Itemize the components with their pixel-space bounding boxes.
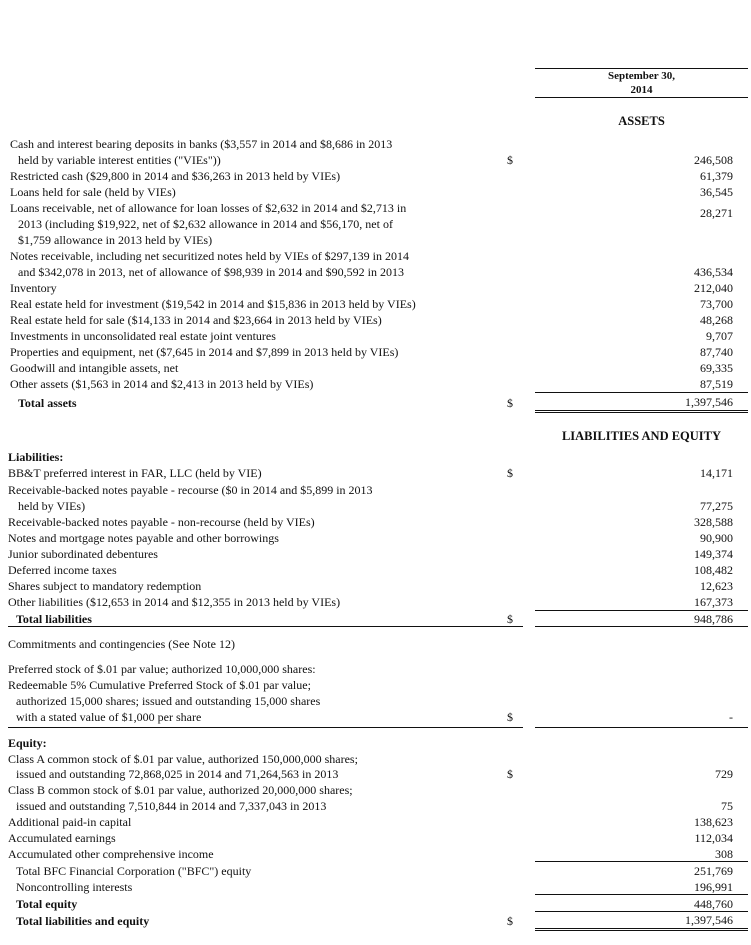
equity-label: Class B common stock of $.01 par value, authorized 20,000,000 shares; <box>8 783 353 797</box>
equity-value: 75 <box>721 799 733 813</box>
equity-label: Accumulated other comprehensive income <box>8 847 214 861</box>
total-double-rule <box>535 928 748 931</box>
asset-label: Restricted cash ($29,800 in 2014 and $36,263 in 2013 held by VIEs) <box>10 169 341 183</box>
liabilities-heading: Liabilities: <box>8 450 64 464</box>
asset-value: 69,335 <box>700 361 733 375</box>
liability-label: BB&T preferred interest in FAR, LLC (held by VIE) <box>8 466 262 480</box>
liability-label: Notes and mortgage notes payable and other borrowings <box>8 531 279 545</box>
liability-value: 12,623 <box>700 579 733 593</box>
total-liab-equity-value: 1,397,546 <box>685 913 733 927</box>
asset-label: Goodwill and intangible assets, net <box>10 361 179 375</box>
subtotal-rule <box>535 861 748 862</box>
preferred-value: - <box>729 710 733 724</box>
noncontrolling-value: 196,991 <box>694 880 733 894</box>
total-equity-value: 448,760 <box>694 897 733 911</box>
liability-value: 14,171 <box>700 466 733 480</box>
asset-label: Properties and equipment, net ($7,645 in 2014 and $7,899 in 2013 held by VIEs) <box>10 345 399 359</box>
total-assets-label: Total assets <box>18 396 77 410</box>
equity-value: 308 <box>715 847 733 861</box>
section-divider <box>8 727 523 728</box>
header-top-rule <box>535 68 748 69</box>
asset-value: 436,534 <box>694 265 733 279</box>
total-liabilities-value: 948,786 <box>694 612 733 626</box>
liability-label: held by VIEs) <box>18 499 86 513</box>
liability-value: 167,373 <box>694 595 733 609</box>
equity-value: 729 <box>715 767 733 781</box>
asset-label: Loans receivable, net of allowance for loan losses of $2,632 in 2014 and $2,713 in <box>10 201 407 215</box>
subtotal-rule <box>535 626 748 627</box>
preferred-label: with a stated value of $1,000 per share <box>16 710 202 724</box>
bfc-equity-value: 251,769 <box>694 864 733 878</box>
asset-label: Real estate held for sale ($14,133 in 2014 and $23,664 in 2013 held by VIEs) <box>10 313 382 327</box>
liability-value: 149,374 <box>694 547 733 561</box>
liabilities-equity-section-title: LIABILITIES AND EQUITY <box>561 429 722 443</box>
total-assets-value: 1,397,546 <box>685 395 733 409</box>
bfc-equity-label: Total BFC Financial Corporation ("BFC") equity <box>16 864 252 878</box>
asset-value: 48,268 <box>700 313 733 327</box>
asset-label: Other assets ($1,563 in 2014 and $2,413 in 2013 held by VIEs) <box>10 377 314 391</box>
asset-label: Inventory <box>10 281 57 295</box>
asset-label: 2013 (including $19,922, net of $2,632 allowance in 2014 and $56,170, net of <box>18 217 393 231</box>
asset-value: 61,379 <box>700 169 733 183</box>
dollar-sign: $ <box>507 767 513 781</box>
assets-section-title: ASSETS <box>618 114 665 128</box>
asset-value: 246,508 <box>694 153 733 167</box>
subtotal-rule <box>535 894 748 895</box>
dollar-sign: $ <box>507 710 513 724</box>
liability-label: Receivable-backed notes payable - recourse ($0 in 2014 and $5,899 in 2013 <box>8 483 373 497</box>
total-equity-label: Total equity <box>16 897 78 911</box>
asset-value: 73,700 <box>700 297 733 311</box>
asset-label: Real estate held for investment ($19,542 in 2014 and $15,836 in 2013 held by VIEs) <box>10 297 416 311</box>
equity-value: 112,034 <box>694 831 733 845</box>
asset-value: 28,271 <box>700 206 733 220</box>
liability-value: 77,275 <box>700 499 733 513</box>
liability-label: Shares subject to mandatory redemption <box>8 579 202 593</box>
dollar-sign: $ <box>507 914 513 928</box>
equity-label: Class A common stock of $.01 par value, authorized 150,000,000 shares; <box>8 752 358 766</box>
asset-label: Cash and interest bearing deposits in banks ($3,557 in 2014 and $8,686 in 2013 <box>10 137 393 151</box>
header-bottom-rule <box>535 97 748 98</box>
total-double-rule <box>535 410 748 413</box>
equity-label: Accumulated earnings <box>8 831 116 845</box>
period-header-line2: 2014 <box>630 84 653 96</box>
liability-value: 328,588 <box>694 515 733 529</box>
subtotal-rule <box>535 610 748 611</box>
total-liab-equity-label: Total liabilities and equity <box>16 914 150 928</box>
equity-label: issued and outstanding 7,510,844 in 2014 and 7,337,043 in 2013 <box>16 799 327 813</box>
asset-value: 212,040 <box>694 281 733 295</box>
equity-value: 138,623 <box>694 815 733 829</box>
asset-label: Notes receivable, including net securitized notes held by VIEs of $297,139 in 2014 <box>10 249 410 263</box>
noncontrolling-label: Noncontrolling interests <box>16 880 133 894</box>
liability-label: Other liabilities ($12,653 in 2014 and $12,355 in 2013 held by VIEs) <box>8 595 341 609</box>
subtotal-rule <box>535 727 748 728</box>
asset-label: $1,759 allowance in 2013 held by VIEs) <box>18 233 213 247</box>
subtotal-rule <box>535 392 748 393</box>
preferred-label: authorized 15,000 shares; issued and outstanding 15,000 shares <box>16 694 321 708</box>
liability-label: Deferred income taxes <box>8 563 117 577</box>
period-header-line1: September 30, <box>607 70 675 82</box>
liability-value: 108,482 <box>694 563 733 577</box>
dollar-sign: $ <box>507 396 513 410</box>
asset-value: 87,519 <box>700 377 733 391</box>
asset-label: Investments in unconsolidated real estate joint ventures <box>10 329 276 343</box>
total-liabilities-label: Total liabilities <box>16 612 92 626</box>
equity-label: issued and outstanding 72,868,025 in 2014 and 71,264,563 in 2013 <box>16 767 339 781</box>
liability-label: Receivable-backed notes payable - non-recourse (held by VIEs) <box>8 515 315 529</box>
liability-value: 90,900 <box>700 531 733 545</box>
preferred-label: Redeemable 5% Cumulative Preferred Stock of $.01 par value; <box>8 678 311 692</box>
dollar-sign: $ <box>507 466 513 480</box>
asset-label: held by variable interest entities ("VIEs")) <box>18 153 221 167</box>
section-divider <box>8 626 523 627</box>
dollar-sign: $ <box>507 153 513 167</box>
equity-heading: Equity: <box>8 736 47 750</box>
asset-value: 87,740 <box>700 345 733 359</box>
dollar-sign: $ <box>507 612 513 626</box>
subtotal-rule <box>535 911 748 912</box>
asset-value: 36,545 <box>700 185 733 199</box>
commitments-note: Commitments and contingencies (See Note 12) <box>8 637 235 651</box>
asset-label: and $342,078 in 2013, net of allowance of $98,939 in 2014 and $90,592 in 2013 <box>18 265 404 279</box>
asset-value: 9,707 <box>706 329 733 343</box>
liability-label: Junior subordinated debentures <box>8 547 158 561</box>
equity-label: Additional paid-in capital <box>8 815 132 829</box>
asset-label: Loans held for sale (held by VIEs) <box>10 185 176 199</box>
preferred-label: Preferred stock of $.01 par value; authorized 10,000,000 shares: <box>8 662 316 676</box>
